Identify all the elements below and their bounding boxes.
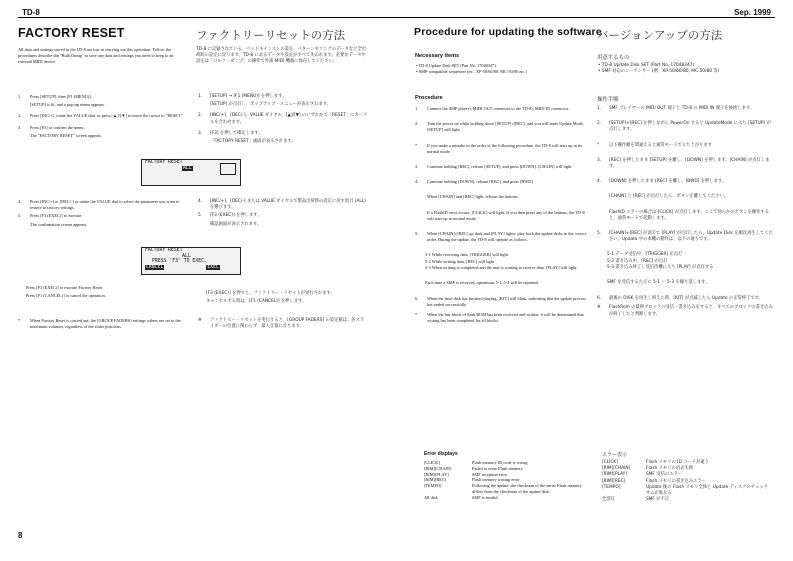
step-number xyxy=(18,222,26,228)
lcd-exec-softkey: EXEC xyxy=(207,264,219,270)
step-text: When the final disk has finished playing, [KIT] will blink, indicating that the update process has ended successfully. xyxy=(427,296,586,308)
table-row xyxy=(424,483,594,495)
update-steps-en xyxy=(415,106,587,324)
step-number: 5. xyxy=(415,231,419,237)
note-mark: * xyxy=(18,318,21,323)
error-desc: SMF reception error xyxy=(472,471,508,477)
step-item xyxy=(198,94,368,100)
lcd-cancel-softkey: CANCEL xyxy=(146,264,164,270)
step-item xyxy=(597,296,773,302)
step-item xyxy=(18,213,188,219)
factory-reset-title: FACTORY RESET xyxy=(18,26,125,40)
step-text: FlashID エラーの場合は [CLICK] が点灯します。ここで何らかのボタンを操作すると、通常モードで起動します。 xyxy=(609,209,770,221)
list-item-text: SMF-compatible sequencer (ex.: XP-50/60/80, MC-50/80 etc.) xyxy=(418,69,527,75)
error-desc: Failed to erase Flash memory xyxy=(472,465,523,471)
update-title: Procedure for updating the software xyxy=(414,26,602,38)
lcd-line: FACTORY RESET xyxy=(145,160,183,165)
step-number: 5. xyxy=(597,231,602,237)
step-number xyxy=(198,102,206,108)
necessary-list-jp xyxy=(598,63,773,75)
step-number: 2. xyxy=(198,113,203,119)
step-item xyxy=(597,231,773,243)
error-key: [TEMPO] xyxy=(424,483,442,489)
step-number xyxy=(597,194,605,200)
step-number xyxy=(18,133,26,139)
step-number: * xyxy=(415,311,418,317)
list-item: • SMF-compatible sequencer (ex.: XP-50/60/80, MC-50/80 etc.) xyxy=(416,69,527,75)
step-text: [F3 (EXEC)] を押すと、ファクトリー・リセットが実行されます。 xyxy=(206,291,335,296)
header-rule xyxy=(18,17,775,18)
step-item xyxy=(415,231,587,243)
step-number: 2. xyxy=(18,113,22,119)
step-text: 最後の DISK を再生し終えた時、[KIT] が点滅したら Update の正常終了です。 xyxy=(609,296,763,302)
step-item xyxy=(597,106,773,112)
step-text: Press [F3] to confirm the menu. xyxy=(30,124,85,130)
step-text: SMF プレイヤーの MIDI OUT 端子と TD-8 の MIDI IN 端子を接続します。 xyxy=(609,106,755,111)
step-number xyxy=(415,194,423,200)
lcd-factory-reset xyxy=(141,159,241,186)
list-item: • TD-8 Update Disk SET (Part No. 17048347) xyxy=(598,63,695,68)
step-item xyxy=(415,164,587,170)
error-key: [TEMPO] xyxy=(602,484,621,490)
step-number xyxy=(597,210,605,222)
step-text: The confirmation screen appears. xyxy=(30,221,88,227)
step-text: If you make a mistake in the order of the following procedure, the TD-8 will start up in its normal mode. xyxy=(427,142,582,154)
step-item xyxy=(597,121,773,133)
step-number: 4. xyxy=(597,179,602,185)
step-text: Continue holding [DOWN], release [REC], and press [BWD]. xyxy=(427,179,534,185)
step-item xyxy=(198,213,368,219)
update-op: 5-2 書き込み中、[REC] が点灯 xyxy=(607,258,668,264)
step-number: 3. xyxy=(198,130,203,136)
error-desc: Following the update, the checksum of the entire Flash memory differs from the checksum of the update disk. xyxy=(472,483,582,494)
step-item xyxy=(415,121,587,133)
step-item xyxy=(415,194,587,200)
step-text: [SETUP] is lit, and a pop-up menu appears. xyxy=(30,102,106,108)
step-text: [CHAIN] と [REC] が点灯したら、ボタンを離してください。 xyxy=(609,194,729,200)
step-text: [F3 (EXEC)] を押します。 xyxy=(210,213,262,219)
step-number: 6. xyxy=(597,296,602,302)
step-text: When [CHAIN]+[REC] go dark and [PLAY] lights, play back the update disks in the correct order. During the update, the TD-8 will operate as follows. xyxy=(427,231,587,243)
error-desc: SMF is invalid xyxy=(472,494,498,500)
step-text: 以下操作順を間違えると通常モードで立ち上がります xyxy=(609,142,712,148)
error-desc: Flash メモリの書き込みエラー xyxy=(646,478,706,484)
update-ops xyxy=(415,252,587,271)
error-title: Error displays xyxy=(424,451,458,457)
error-key: [RIM][PLAY] xyxy=(602,472,627,478)
factory-reset-title-jp: ファクトリーリセットの方法 xyxy=(196,28,346,42)
step-item xyxy=(415,179,587,185)
step-number: ※ xyxy=(597,305,601,311)
error-key: [RIM][REC] xyxy=(602,478,626,484)
step-item xyxy=(415,312,587,324)
lcd-line: FACTORY RESET xyxy=(145,248,183,253)
step-number: 3. xyxy=(18,124,22,130)
repeat-note: SMF を受信するたびに 5-1 ～ 5-3 を繰り返します。 xyxy=(607,280,710,286)
error-desc: SMF 受信のエラー xyxy=(646,472,683,478)
error-key: [RIM][CHAIN] xyxy=(602,466,631,472)
steps-c-jp xyxy=(206,291,368,305)
error-key: [RIM][CHAIN] xyxy=(424,465,452,471)
step-item xyxy=(198,113,368,125)
error-desc: SMF が不正 xyxy=(646,497,670,503)
step-text: When [CHAIN] and [REC] light, release the buttons. xyxy=(427,194,519,200)
step-number: 4. xyxy=(18,199,22,204)
step-number: 2. xyxy=(415,121,419,127)
error-key: [RIM][PLAY] xyxy=(424,471,449,477)
steps-a-en xyxy=(18,94,188,139)
step-item xyxy=(18,133,188,139)
step-number: 1. xyxy=(415,106,419,111)
step-number: 4. xyxy=(198,199,203,204)
procedure-title-jp: 操作手順 xyxy=(597,97,619,103)
step-text: Continue holding [REC], release [SETUP], and press [DOWN]. [CHAIN] will light. xyxy=(427,164,573,170)
error-key: 全消灯 xyxy=(602,497,615,503)
header-date: Sep. 1999 xyxy=(734,8,771,17)
step-text: Connect the SMF player's MIDI OUT connector to the TD-8's MIDI IN connector. xyxy=(427,106,570,111)
step-item xyxy=(18,102,188,108)
lcd-confirm xyxy=(141,247,241,275)
step-number: 3. xyxy=(597,157,602,163)
update-op: 5-3 書き込み終了し受信待機に入り [PLAY] が点灯する xyxy=(607,264,714,270)
step-text: [REC] を押したまま [SETUP] を離し、[DOWN] を押します。[CHAIN] が点灯します。 xyxy=(609,157,770,170)
step-text: キャンセルする時は、[F1 (CANCEL)] を押します。 xyxy=(206,299,307,305)
factory-reset-note-jp xyxy=(198,318,368,330)
step-text: [F3] を押して確定します。 xyxy=(210,130,263,136)
step-number xyxy=(198,222,206,228)
step-text: [SETUP] が点灯し、ポップアップ・メニューが表示されます。 xyxy=(210,102,331,108)
step-text: Press [INC/+] or [DEC/-] or rotate the VALUE dial to select the parameter you want to restore to factory settings. xyxy=(30,199,180,211)
error-desc: Flash memory writing error xyxy=(472,477,520,483)
step-item xyxy=(597,305,773,317)
error-key: [CLICK] xyxy=(424,460,440,465)
step-item xyxy=(415,210,587,222)
update-op: 5-2 While writing data, [REC] will light. xyxy=(425,258,496,264)
list-item-text: SMF 対応のシーケンサー (例：XP-50/60/80, MC-50/80 等) xyxy=(601,69,720,75)
step-text: Press [F3 (EXEC)] to execute. xyxy=(30,213,83,219)
table-row xyxy=(602,497,774,503)
step-text: 確認画面が表示されます。 xyxy=(210,221,262,227)
note-text: ファクトリー・リセットを実行すると、[GROUP FADERS] の設定値は、各スライダーの位置に関わらず、最大音量になります。 xyxy=(210,318,365,330)
necessary-list xyxy=(416,63,591,75)
lcd-icon xyxy=(220,163,236,175)
step-number: * xyxy=(415,142,418,148)
header-model: TD-8 xyxy=(22,8,40,17)
repeat-note: Each time a SMF is received, operations 5-1–5-3 will be repeated. xyxy=(425,280,539,286)
step-number: 4. xyxy=(415,179,419,185)
step-item xyxy=(18,199,188,211)
lcd-line: PRESS 'F3' TO EXEC. xyxy=(152,259,207,265)
step-item xyxy=(597,179,773,185)
step-number: 1. xyxy=(18,94,22,99)
step-text: Turn the power on while holding down [SETUP]+[REC], and you will enter Update Mode. [SETUP] will light. xyxy=(427,121,584,133)
error-table-jp xyxy=(602,460,774,503)
note-text: When Factory Reset is carried out, the [GROUP FADERS] settings values are set to the maximum volumes, regardless of the slider positions. xyxy=(30,318,181,330)
step-number: 5. xyxy=(198,213,203,219)
factory-reset-intro: All data and settings stored in the TD-8 are lost in carrying out this operation. Follow the procedures describe din "Bulk Dump" to save any data and settings you need to keep to an external MIDI device. xyxy=(18,47,174,65)
error-key: [CLICK] xyxy=(602,460,618,465)
update-op: 5-1 データ受信中、[TRIGGER] が点灯 xyxy=(607,252,683,258)
lcd-value: ALL xyxy=(183,165,192,171)
error-title-jp: エラー表示 xyxy=(602,452,628,458)
step-item xyxy=(18,113,188,119)
step-number xyxy=(198,139,206,145)
step-item xyxy=(597,143,773,149)
step-number: 6. xyxy=(415,296,419,302)
error-desc: Flash メモリの消去失敗 xyxy=(646,466,694,472)
factory-reset-note xyxy=(18,318,188,330)
step-number: 1. xyxy=(198,94,203,99)
step-item xyxy=(18,222,188,228)
step-text: If a FlashID error occurs, [CLICK] will light. If you then press any of the buttons, the TD-8 will start up in normal mode. xyxy=(427,209,585,221)
step-item xyxy=(198,222,368,228)
update-op: 5-3 When writing is completed and the unit is waiting to receive data, [PLAY] will light. xyxy=(425,264,578,270)
lcd-softkeys xyxy=(142,265,240,271)
step-text: [CHAIN]+[REC] が消えて [PLAY] が点灯したら、Update Disk を順次再生してください。Update 中の本機の動作は、以下の通りです。 xyxy=(609,231,773,243)
procedure-title: Procedure xyxy=(415,95,443,101)
step-item xyxy=(198,102,368,108)
step-number: 2. xyxy=(597,121,602,127)
step-text: Press [SETUP], then [F1 (MENU)]. xyxy=(30,94,92,99)
step-number: 5. xyxy=(18,213,22,219)
list-item: • SMF 対応のシーケンサー (例：XP-50/60/80, MC-50/80 等) xyxy=(598,69,720,75)
error-key: [RIM][REC] xyxy=(424,477,447,483)
step-item xyxy=(597,158,773,170)
step-text: Press [F3 (EXEC)] to execute Factory Reset. xyxy=(26,285,104,290)
step-item xyxy=(597,210,773,222)
table-row xyxy=(602,485,774,497)
necessary-title-jp: 用意するもの xyxy=(597,55,630,61)
step-item xyxy=(597,194,773,200)
steps-b-en xyxy=(18,199,188,228)
error-desc: Flash memory ID code is wrong xyxy=(472,460,528,465)
step-text: [DOWN] を押したまま [REC] を離し、[BWD] を押します。 xyxy=(609,179,727,185)
step-number: * xyxy=(597,142,600,148)
step-number xyxy=(18,102,26,108)
step-text: When the last block of flash ROM has been received and written, it will be determined that writing has been completed for all blocks. xyxy=(427,311,584,323)
necessary-title: Necessary items xyxy=(415,53,460,59)
factory-reset-intro-jp: TD-8 に記録されている、ベッドキインストの設定、パターンやソングのデータなど全出荷時の設定に戻ります。TD-8 にあるデータや設定がすべて失われます。必要なデータや設定は「バルク・ダンプ」の操作で外部 MIDI 機器に保存してください。 xyxy=(196,47,367,65)
step-item xyxy=(415,106,587,112)
list-item: • TD-8 Update Disk SET (Part No. 17048347) xyxy=(416,63,496,68)
step-item xyxy=(198,199,368,211)
update-ops xyxy=(597,252,773,271)
error-desc: Update 後の Flash メモリ全体と Update ディスクのチェックサムが異なる xyxy=(646,484,768,497)
update-steps-jp xyxy=(597,106,773,318)
step-number: 1. xyxy=(597,106,602,111)
update-op: 5-1 While receiving data, [TRIGGER] will light. xyxy=(425,252,509,258)
step-text: The "FACTORY RESET" screen appears. xyxy=(30,132,103,138)
step-text: Press [INC/+], rotate the VALUE dial, or press [▲]/[▼] to move the cursor to "RESET." xyxy=(30,113,183,119)
step-number: 3. xyxy=(415,164,419,170)
step-item xyxy=(18,125,188,131)
update-title-jp: バージョンアップの方法 xyxy=(597,28,723,42)
list-item-text: TD-8 Update Disk SET (Part No. 17048347) xyxy=(601,63,695,68)
steps-b-jp xyxy=(198,199,368,228)
error-key: All disk xyxy=(424,494,438,500)
step-item xyxy=(415,296,587,308)
step-text: FlashRom の最終ブロックの受信・書き込みをすると、すべてのブロックの書き込みが終了したと判断します。 xyxy=(609,305,773,317)
page-number: 8 xyxy=(18,531,23,540)
step-text: Press [F1 (CANCEL)] to cancel the operation. xyxy=(26,293,106,299)
steps-c-en xyxy=(26,285,188,299)
step-text: [INC/+]、[DEC/-] または VALUE ダイヤルで製品出荷時の設定に戻す項目 (ALL) を選びます。 xyxy=(210,199,366,211)
step-text: [SETUP]+[REC] を押しながら PowerOn すると UpdateMode に入り [SETUP] が点灯します。 xyxy=(609,121,771,133)
step-item xyxy=(198,139,368,145)
step-text: [INC/+]、[DEC/-]、VALUE ダイヤル、[▲]/[▼] のいずれかで「RESET」にカーソルを合わせます。 xyxy=(210,113,368,125)
step-item xyxy=(198,131,368,137)
note-mark: ※ xyxy=(198,318,202,323)
step-text: 「FACTORY RESET」画面が表示されます。 xyxy=(210,139,296,145)
step-number xyxy=(415,210,423,222)
list-item-text: TD-8 Update Disk SET (Part No. 17048347) xyxy=(418,63,496,68)
step-item xyxy=(415,143,587,155)
step-item xyxy=(18,94,188,100)
error-table xyxy=(424,460,594,501)
steps-a-jp xyxy=(198,94,368,145)
step-text: [SETUP] → [F1 (MENU)] を押します。 xyxy=(210,94,287,99)
table-row xyxy=(424,495,594,501)
error-desc: Flash メモリの ID コードが違う xyxy=(646,460,709,465)
lcd-line: ALL xyxy=(182,253,191,259)
